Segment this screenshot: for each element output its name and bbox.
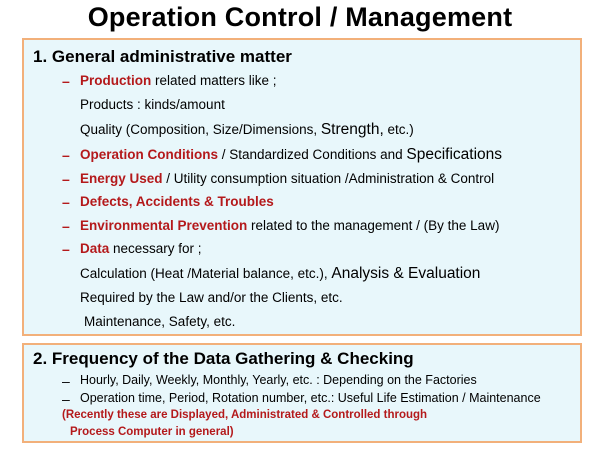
maintenance-line: Maintenance, Safety, etc. [84,314,236,329]
section-frequency [22,343,582,443]
item-energy-used [80,171,494,186]
note-line-1: (Recently these are Displayed, Administrated & Controlled through [62,409,428,421]
item-production-text: related matters like ; [151,73,277,88]
quality-end: etc.) [383,122,414,137]
item-operation-text: / Standardized Conditions and [218,147,407,162]
products-line: Products : kinds/amount [80,97,225,112]
bullet-dash: – [62,73,70,89]
item-defects-key: Defects, Accidents & Troubles [80,194,274,209]
required-line: Required by the Law and/or the Clients, etc. [80,290,343,305]
calculation-text: Calculation (Heat /Material balance, etc.), [80,266,332,281]
item-energy-key: Energy Used [80,171,163,186]
section-1-heading: 1. General administrative matter [33,47,292,66]
item-operation-specifications: Specifications [406,146,503,163]
frequency-item-1: Hourly, Daily, Weekly, Monthly, Yearly, etc. : Depending on the Factories [80,373,477,387]
bullet-dash: – [62,241,70,257]
quality-line [80,121,414,139]
section-general-admin [22,38,582,336]
calculation-line [80,265,480,283]
item-data-key: Data [80,241,110,256]
frequency-item-2: Operation time, Period, Rotation number, etc.: Useful Life Estimation / Maintenance [80,391,541,405]
item-production [80,73,277,88]
item-energy-text: / Utility consumption situation /Administration & Control [162,171,495,186]
bullet-dash: – [62,391,70,407]
item-data [80,241,202,256]
item-data-text: necessary for ; [109,241,202,256]
bullet-dash: – [62,218,70,234]
bullet-dash: – [62,147,70,163]
calculation-analysis: Analysis & Evaluation [331,265,481,282]
quality-strength: Strength, [320,121,384,138]
item-environmental [80,218,499,233]
item-production-key: Production [80,73,152,88]
item-environmental-key: Environmental Prevention [80,218,248,233]
item-operation-key: Operation Conditions [80,147,218,162]
bullet-dash: – [62,194,70,210]
item-environmental-text: related to the management / (By the Law) [247,218,500,233]
note-line-2: Process Computer in general) [70,426,234,438]
quality-text: Quality (Composition, Size/Dimensions, [80,122,321,137]
bullet-dash: – [62,171,70,187]
page-title: Operation Control / Management [87,2,513,32]
bullet-dash: – [62,373,70,389]
item-operation-conditions [80,146,502,164]
section-2-heading: 2. Frequency of the Data Gathering & Checking [33,349,414,368]
item-defects [80,194,274,209]
